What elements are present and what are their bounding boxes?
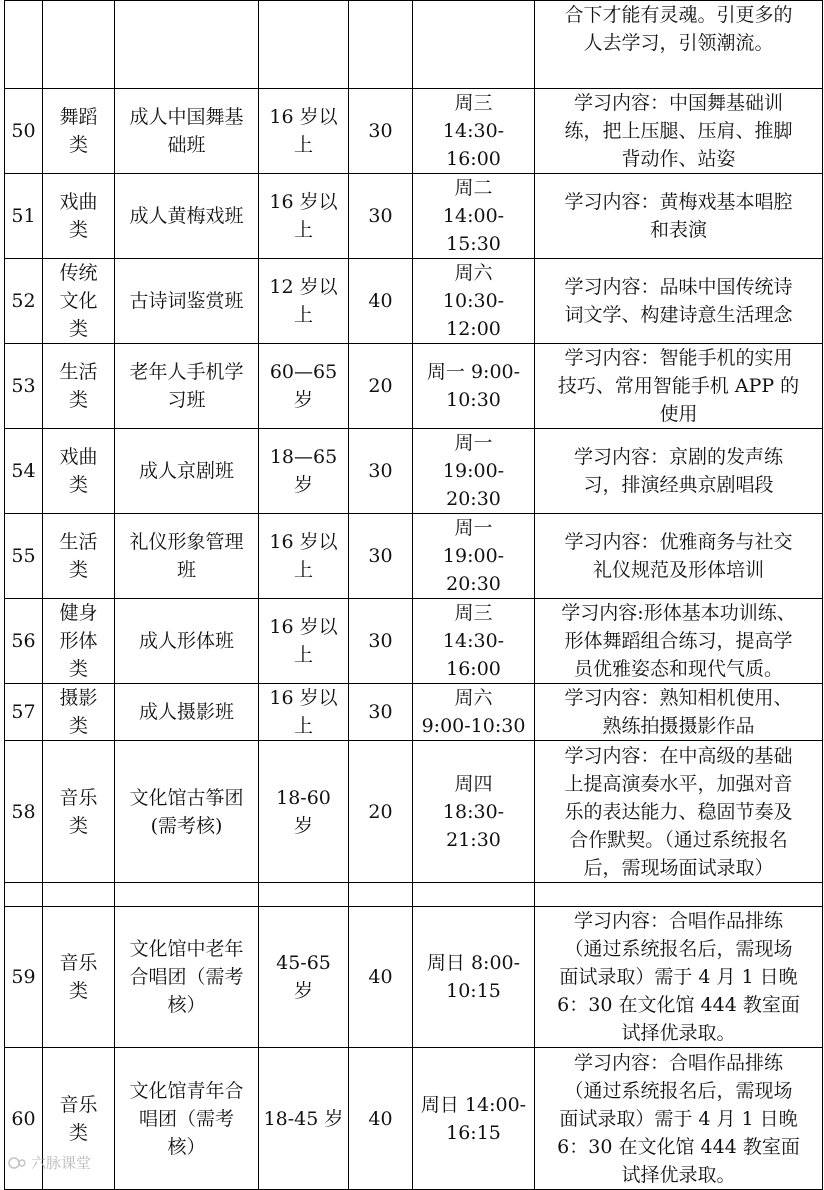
course-name-cell-text: 成人摄影班 bbox=[138, 701, 234, 723]
capacity-cell-text: 40 bbox=[368, 1107, 393, 1130]
schedule-cell bbox=[413, 883, 535, 907]
capacity-cell bbox=[349, 1048, 413, 1190]
schedule-cell bbox=[413, 429, 535, 514]
row-number-text: 59 bbox=[11, 966, 36, 988]
schedule-cell bbox=[413, 684, 535, 741]
row-number bbox=[5, 429, 43, 514]
capacity-cell-text: 40 bbox=[368, 290, 393, 312]
capacity-cell-text: 30 bbox=[368, 205, 393, 227]
course-name-cell-text: 老年人手机学 习班 bbox=[129, 361, 244, 411]
age-range-cell bbox=[259, 259, 349, 344]
course-table-body bbox=[5, 1, 823, 1190]
course-name-cell-text: 文化馆中老年 合唱团（需考 核） bbox=[129, 938, 244, 1016]
age-range-cell bbox=[259, 883, 349, 907]
schedule-cell-text: 周日 8:00- 10:15 bbox=[426, 952, 521, 1002]
category-cell bbox=[43, 344, 115, 429]
category-cell-text: 生活 类 bbox=[59, 361, 98, 411]
age-range-cell bbox=[259, 684, 349, 741]
age-range-cell bbox=[259, 1048, 349, 1190]
course-name-cell bbox=[115, 259, 259, 344]
watermark bbox=[8, 1152, 91, 1173]
capacity-cell-text: 30 bbox=[368, 460, 393, 482]
content-cell-text: 学习内容:形体基本功训练、 形体舞蹈组合练习，提高学 员优雅姿态和现代气质。 bbox=[561, 602, 796, 680]
table-row bbox=[5, 429, 823, 514]
capacity-cell-text: 40 bbox=[368, 966, 393, 988]
category-cell-text: 健身 形体 类 bbox=[59, 602, 98, 680]
row-number-text: 51 bbox=[11, 205, 36, 227]
capacity-cell bbox=[349, 907, 413, 1048]
row-number bbox=[5, 741, 43, 883]
age-range-cell bbox=[259, 599, 349, 684]
row-number bbox=[5, 599, 43, 684]
row-number-text: 58 bbox=[11, 800, 36, 823]
age-range-cell bbox=[259, 89, 349, 174]
capacity-cell bbox=[349, 174, 413, 259]
schedule-cell bbox=[413, 1048, 535, 1190]
row-number-text: 54 bbox=[11, 460, 36, 482]
category-cell bbox=[43, 1, 115, 89]
table-row bbox=[5, 883, 823, 907]
capacity-cell bbox=[349, 344, 413, 429]
schedule-cell-text: 周一 19:00- 20:30 bbox=[442, 517, 505, 595]
course-name-cell-text: 礼仪形象管理 班 bbox=[129, 531, 244, 581]
row-number-text: 50 bbox=[11, 120, 36, 142]
row-number-text: 56 bbox=[11, 630, 36, 652]
age-range-cell bbox=[259, 174, 349, 259]
age-range-cell-text: 12 岁以 上 bbox=[269, 276, 338, 326]
category-cell bbox=[43, 89, 115, 174]
table-row bbox=[5, 1, 823, 89]
capacity-cell bbox=[349, 1, 413, 89]
schedule-cell-text: 周三 14:30- 16:00 bbox=[442, 602, 505, 680]
schedule-cell-text: 周二 14:00- 15:30 bbox=[442, 177, 505, 255]
age-range-cell-text: 16 岁以 上 bbox=[269, 616, 338, 666]
course-name-cell bbox=[115, 599, 259, 684]
category-cell bbox=[43, 174, 115, 259]
category-cell bbox=[43, 429, 115, 514]
course-name-cell-text: 文化馆青年合 唱团（需考 核） bbox=[129, 1079, 244, 1158]
capacity-cell bbox=[349, 89, 413, 174]
age-range-cell-text: 16 岁以 上 bbox=[269, 106, 338, 156]
content-cell-text: 学习内容：合唱作品排练 （通过系统报名后，需现场 面试录取）需于 4 月 1 日晚 6：30 在文化馆 444 教室面 试择优录取。 bbox=[557, 910, 800, 1044]
content-cell bbox=[535, 599, 823, 684]
row-number bbox=[5, 514, 43, 599]
capacity-cell bbox=[349, 599, 413, 684]
age-range-cell bbox=[259, 907, 349, 1048]
course-name-cell-text: 古诗词鉴赏班 bbox=[129, 290, 244, 312]
course-name-cell bbox=[115, 89, 259, 174]
age-range-cell bbox=[259, 344, 349, 429]
table-row bbox=[5, 684, 823, 741]
category-cell-text: 音乐 类 bbox=[59, 786, 98, 837]
table-row bbox=[5, 514, 823, 599]
content-cell bbox=[535, 429, 823, 514]
course-name-cell bbox=[115, 429, 259, 514]
row-number bbox=[5, 684, 43, 741]
content-cell bbox=[535, 741, 823, 883]
course-name-cell-text: 成人中国舞基 础班 bbox=[129, 106, 244, 156]
row-number bbox=[5, 344, 43, 429]
content-cell bbox=[535, 259, 823, 344]
capacity-cell bbox=[349, 514, 413, 599]
category-cell-text: 戏曲 类 bbox=[59, 191, 98, 241]
course-name-cell-text: 文化馆古筝团 (需考核) bbox=[129, 786, 244, 837]
row-number bbox=[5, 259, 43, 344]
table-row bbox=[5, 259, 823, 344]
row-number bbox=[5, 883, 43, 907]
content-cell bbox=[535, 1048, 823, 1190]
course-name-cell bbox=[115, 907, 259, 1048]
capacity-cell-text: 30 bbox=[368, 630, 393, 652]
content-cell-text: 学习内容：合唱作品排练 （通过系统报名后，需现场 面试录取）需于 4 月 1 日晚 6：30 在文化馆 444 教室面 试择优录取。 bbox=[557, 1051, 800, 1186]
category-cell-text: 传统 文化 类 bbox=[59, 262, 98, 340]
category-cell-text: 音乐 类 bbox=[59, 952, 98, 1002]
schedule-cell bbox=[413, 907, 535, 1048]
course-name-cell bbox=[115, 344, 259, 429]
schedule-cell bbox=[413, 344, 535, 429]
watermark-text: 六脉课堂 bbox=[31, 1154, 92, 1172]
content-cell-text: 合下才能有灵魂。引更多的 人去学习，引领潮流。 bbox=[564, 4, 793, 54]
schedule-cell bbox=[413, 741, 535, 883]
content-cell bbox=[535, 344, 823, 429]
content-cell-text: 学习内容：京剧的发声练 习，排演经典京剧唱段 bbox=[573, 446, 783, 496]
schedule-cell-text: 周三 14:30- 16:00 bbox=[442, 92, 505, 170]
content-cell-text: 学习内容：黄梅戏基本唱腔 和表演 bbox=[564, 191, 793, 241]
age-range-cell-text: 16 岁以 上 bbox=[269, 687, 338, 737]
category-cell-text: 戏曲 类 bbox=[59, 446, 98, 496]
content-cell-text: 学习内容：优雅商务与社交 礼仪规范及形体培训 bbox=[564, 531, 793, 581]
capacity-cell-text: 20 bbox=[368, 800, 393, 823]
course-table bbox=[4, 0, 823, 1190]
row-number bbox=[5, 1, 43, 89]
course-name-cell-text: 成人形体班 bbox=[138, 630, 234, 652]
schedule-cell bbox=[413, 259, 535, 344]
course-name-cell bbox=[115, 684, 259, 741]
course-name-cell bbox=[115, 1048, 259, 1190]
table-row bbox=[5, 344, 823, 429]
capacity-cell bbox=[349, 684, 413, 741]
course-name-cell bbox=[115, 174, 259, 259]
schedule-cell-text: 周六 10:30- 12:00 bbox=[442, 262, 505, 340]
category-cell-text: 音乐 类 bbox=[59, 1093, 98, 1144]
capacity-cell-text: 30 bbox=[368, 545, 393, 567]
content-cell-text: 学习内容：中国舞基础训 练，把上压腿、压肩、推脚 背动作、站姿 bbox=[564, 92, 793, 170]
content-cell bbox=[535, 883, 823, 907]
category-cell-text: 生活 类 bbox=[59, 531, 98, 581]
content-cell bbox=[535, 1, 823, 89]
age-range-cell-text: 16 岁以 上 bbox=[269, 531, 338, 581]
age-range-cell-text: 60—65 岁 bbox=[269, 361, 338, 411]
content-cell bbox=[535, 514, 823, 599]
row-number-text: 57 bbox=[11, 701, 36, 723]
course-name-cell bbox=[115, 1, 259, 89]
age-range-cell bbox=[259, 514, 349, 599]
schedule-cell bbox=[413, 174, 535, 259]
capacity-cell bbox=[349, 259, 413, 344]
capacity-cell bbox=[349, 429, 413, 514]
course-name-cell bbox=[115, 741, 259, 883]
row-number bbox=[5, 89, 43, 174]
category-cell bbox=[43, 259, 115, 344]
age-range-cell-text: 16 岁以 上 bbox=[269, 191, 338, 241]
table-row bbox=[5, 599, 823, 684]
content-cell-text: 学习内容：在中高级的基础 上提高演奏水平，加强对音 乐的表达能力、稳固节奏及 合作默契。（通过系统报名 后，需现场面试录取） bbox=[564, 744, 793, 879]
capacity-cell bbox=[349, 883, 413, 907]
row-number-text: 53 bbox=[11, 375, 36, 397]
category-cell bbox=[43, 514, 115, 599]
capacity-cell-text: 20 bbox=[368, 375, 393, 397]
category-cell-text: 摄影 类 bbox=[59, 687, 98, 737]
table-row bbox=[5, 89, 823, 174]
schedule-cell bbox=[413, 89, 535, 174]
capacity-cell-text: 30 bbox=[368, 701, 393, 723]
table-row bbox=[5, 741, 823, 883]
category-cell bbox=[43, 599, 115, 684]
schedule-cell bbox=[413, 1, 535, 89]
content-cell bbox=[535, 684, 823, 741]
row-number bbox=[5, 907, 43, 1048]
content-cell-text: 学习内容：智能手机的实用 技巧、常用智能手机 APP 的 使用 bbox=[557, 347, 800, 425]
row-number-text: 55 bbox=[11, 545, 36, 567]
capacity-cell-text: 30 bbox=[368, 120, 393, 142]
row-number-text: 60 bbox=[11, 1107, 36, 1130]
age-range-cell-text: 18-45 岁 bbox=[263, 1107, 344, 1130]
schedule-cell-text: 周日 14:00- 16:15 bbox=[420, 1093, 527, 1144]
row-number bbox=[5, 174, 43, 259]
row-number-text: 52 bbox=[11, 290, 36, 312]
age-range-cell bbox=[259, 1, 349, 89]
age-range-cell-text: 18—65 岁 bbox=[269, 446, 338, 496]
capacity-cell bbox=[349, 741, 413, 883]
category-cell-text: 舞蹈 类 bbox=[59, 106, 98, 156]
schedule-cell bbox=[413, 514, 535, 599]
content-cell bbox=[535, 907, 823, 1048]
watermark-logo-icon bbox=[8, 1155, 28, 1171]
age-range-cell-text: 18-60 岁 bbox=[276, 786, 331, 837]
course-name-cell-text: 成人京剧班 bbox=[138, 460, 234, 482]
category-cell bbox=[43, 883, 115, 907]
table-row bbox=[5, 907, 823, 1048]
schedule-cell-text: 周六 9:00-10:30 bbox=[421, 687, 526, 737]
age-range-cell bbox=[259, 429, 349, 514]
category-cell bbox=[43, 684, 115, 741]
course-name-cell-text: 成人黄梅戏班 bbox=[129, 205, 244, 227]
table-row bbox=[5, 174, 823, 259]
table-row bbox=[5, 1048, 823, 1190]
content-cell-text: 学习内容：熟知相机使用、 熟练拍摄摄影作品 bbox=[564, 687, 793, 737]
age-range-cell bbox=[259, 741, 349, 883]
schedule-cell-text: 周一 19:00- 20:30 bbox=[442, 432, 505, 510]
content-cell bbox=[535, 174, 823, 259]
course-name-cell bbox=[115, 514, 259, 599]
schedule-cell-text: 周一 9:00- 10:30 bbox=[426, 361, 521, 411]
course-name-cell bbox=[115, 883, 259, 907]
age-range-cell-text: 45-65 岁 bbox=[276, 952, 331, 1002]
content-cell-text: 学习内容：品味中国传统诗 词文学、构建诗意生活理念 bbox=[564, 276, 793, 326]
category-cell bbox=[43, 907, 115, 1048]
schedule-cell-text: 周四 18:30- 21:30 bbox=[442, 772, 505, 851]
schedule-cell bbox=[413, 599, 535, 684]
category-cell bbox=[43, 741, 115, 883]
content-cell bbox=[535, 89, 823, 174]
